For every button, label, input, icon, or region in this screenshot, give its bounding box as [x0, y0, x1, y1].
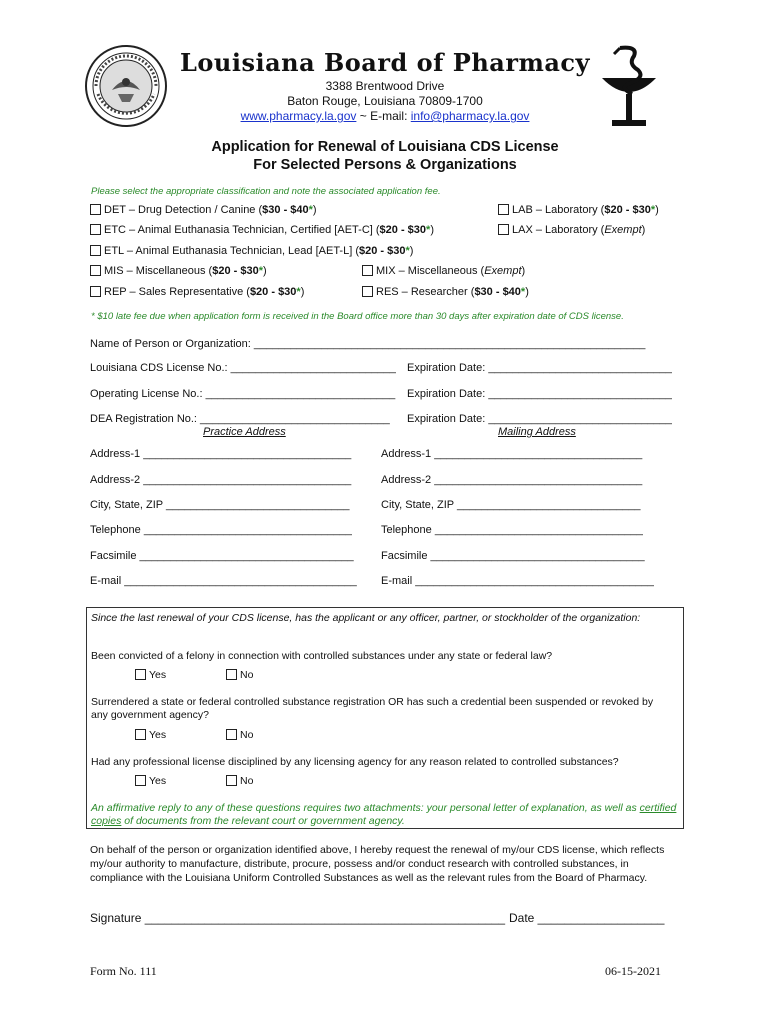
q3-yes[interactable] [135, 775, 166, 787]
q2-yes[interactable] [135, 729, 166, 741]
det-end: ) [312, 204, 317, 216]
mailing-address1-field[interactable]: Address-1 __________________________________ [381, 448, 643, 460]
question-1: Been convicted of a felony in connection with controlled substances under any state or federal law? [91, 650, 553, 662]
option-etc[interactable] [90, 224, 434, 236]
q1-no[interactable] [226, 669, 253, 681]
q3-no[interactable] [226, 775, 253, 787]
lab-end: ) [655, 204, 659, 216]
lax-exempt: Exempt [604, 224, 642, 236]
practice-address2-field[interactable]: Address-2 __________________________________ [90, 474, 352, 486]
option-res[interactable] [362, 286, 529, 298]
q2-no[interactable] [226, 729, 253, 741]
option-rep[interactable] [90, 286, 304, 298]
contact-line [0, 109, 770, 123]
operating-expiration-field[interactable]: Expiration Date: ______________________________ [407, 388, 672, 400]
org-name: Louisiana Board of Pharmacy [180, 48, 590, 77]
mix-label: MIX – Miscellaneous ( [376, 265, 485, 277]
lab-star: * [650, 204, 656, 216]
lax-checkbox[interactable] [498, 224, 509, 235]
etl-label: ETL – Animal Euthanasia Technician, Lead [AET-L] ( [104, 245, 359, 257]
date-field[interactable]: Date ___________________ [509, 911, 665, 925]
lab-fee: $20 - $30 [604, 204, 651, 216]
etc-end: ) [430, 224, 434, 236]
rep-checkbox[interactable] [90, 286, 101, 297]
det-star: * [308, 204, 313, 216]
rep-fee: $20 - $30 [249, 286, 297, 298]
rep-star: * [296, 286, 301, 298]
mailing-city-field[interactable]: City, State, ZIP ______________________________ [381, 499, 641, 511]
q2-yes-checkbox[interactable] [135, 729, 146, 740]
mix-checkbox[interactable] [362, 265, 373, 276]
email-separator: ~ E-mail: [356, 109, 411, 123]
address-line-2: Baton Rouge, Louisiana 70809-1700 [287, 94, 483, 108]
signature-field[interactable]: Signature ______________________________________________________ [90, 911, 506, 925]
mis-star: * [258, 265, 263, 277]
form-date: 06-15-2021 [605, 964, 661, 978]
etc-label: ETC – Animal Euthanasia Technician, Certified [AET-C] ( [104, 224, 380, 236]
practice-email-field[interactable]: E-mail ______________________________________ [90, 575, 357, 587]
mailing-fax-field[interactable]: Facsimile ___________________________________ [381, 550, 645, 562]
etc-checkbox[interactable] [90, 224, 101, 235]
det-fee: $30 - $40 [262, 204, 309, 216]
etc-fee: $20 - $30 [379, 224, 427, 236]
q2-no-checkbox[interactable] [226, 729, 237, 740]
option-lab[interactable] [498, 204, 659, 216]
dea-expiration-field[interactable]: Expiration Date: ______________________________ [407, 413, 672, 425]
etc-star: * [426, 224, 431, 236]
form-subtitle: For Selected Persons & Organizations [253, 157, 517, 173]
mis-end: ) [262, 265, 267, 277]
etl-checkbox[interactable] [90, 245, 101, 256]
questions-intro: Since the last renewal of your CDS license, has the applicant or any officer, partner, or stockholder of the organization: [91, 612, 641, 624]
option-mis[interactable] [90, 265, 267, 277]
dea-field[interactable]: DEA Registration No.: _______________________________ [90, 413, 390, 425]
certification-text: On behalf of the person or organization identified above, I hereby request the renewal of my/our CDS license, which reflects my/our authority to manufacture, distribute, procure, possess and/or conduct research with controlled substances, in compliance with the Louisiana Uniform Controlled Substances as well as the relevant rules from the Board of Pharmacy. [90, 844, 665, 884]
lab-label: LAB – Laboratory ( [512, 204, 605, 216]
question-3: Had any professional license disciplined by any licensing agency for any reason related to controlled substances? [91, 756, 619, 768]
practice-fax-field[interactable]: Facsimile ___________________________________ [90, 550, 354, 562]
instruction-text: Please select the appropriate classification and note the associated application fee. [91, 186, 441, 197]
late-fee-note: * $10 late fee due when application form is received in the Board office more than 30 days after expiration date of CDS license. [91, 311, 624, 322]
etl-end: ) [409, 245, 414, 257]
rep-label: REP – Sales Representative ( [104, 286, 250, 298]
etl-star: * [405, 245, 410, 257]
det-checkbox[interactable] [90, 204, 101, 215]
q1-yes-checkbox[interactable] [135, 669, 146, 680]
option-lax[interactable] [498, 224, 645, 236]
question-2: Surrendered a state or federal controlled substance registration OR has such a credential been suspended or revoked by any government agency? [91, 696, 654, 721]
practice-city-field[interactable]: City, State, ZIP ______________________________ [90, 499, 350, 511]
certified-copies-link: certified copies [91, 802, 677, 827]
q2-no-label: No [240, 729, 254, 741]
operating-license-field[interactable]: Operating License No.: _______________________________ [90, 388, 396, 400]
res-checkbox[interactable] [362, 286, 373, 297]
mailing-telephone-field[interactable]: Telephone __________________________________ [381, 524, 643, 536]
name-field[interactable]: Name of Person or Organization: ________________________________________________________________ [90, 338, 646, 350]
lax-label: LAX – Laboratory ( [512, 224, 605, 236]
note-text-1: An affirmative reply to any of these questions requires two attachments: your personal letter of explanation, as well as [91, 802, 640, 814]
res-end: ) [525, 286, 529, 298]
cds-expiration-field[interactable]: Expiration Date: ______________________________ [407, 362, 672, 374]
q1-yes[interactable] [135, 669, 166, 681]
option-mix[interactable] [362, 265, 525, 277]
mix-end: ) [521, 265, 526, 277]
address-line-1: 3388 Brentwood Drive [325, 79, 445, 93]
mis-fee: $20 - $30 [212, 265, 259, 277]
form-number: Form No. 111 [90, 964, 157, 978]
mailing-email-field[interactable]: E-mail _______________________________________ [381, 575, 654, 587]
q1-yes-label: Yes [149, 669, 167, 681]
res-star: * [520, 286, 526, 298]
practice-address1-field[interactable]: Address-1 __________________________________ [90, 448, 352, 460]
res-fee: $30 - $40 [474, 286, 521, 298]
mailing-address-heading: Mailing Address [498, 426, 576, 438]
res-label: RES – Researcher ( [376, 286, 475, 298]
q1-no-checkbox[interactable] [226, 669, 237, 680]
cds-license-field[interactable]: Louisiana CDS License No.: ___________________________ [90, 362, 396, 374]
etl-fee: $20 - $30 [358, 245, 406, 257]
q3-yes-label: Yes [149, 775, 167, 787]
practice-telephone-field[interactable]: Telephone __________________________________ [90, 524, 352, 536]
website-link[interactable]: www.pharmacy.la.gov [240, 109, 357, 123]
option-det[interactable] [90, 204, 317, 216]
lab-checkbox[interactable] [498, 204, 509, 215]
mis-checkbox[interactable] [90, 265, 101, 276]
practice-address-heading: Practice Address [203, 426, 286, 438]
q3-no-label: No [240, 775, 254, 787]
email-link[interactable]: info@pharmacy.la.gov [410, 109, 530, 123]
mis-label: MIS – Miscellaneous ( [104, 265, 213, 277]
rep-end: ) [300, 286, 305, 298]
note-text-2: of documents from the relevant court or government agency. [121, 815, 405, 827]
q3-yes-checkbox[interactable] [135, 775, 146, 786]
option-etl[interactable] [90, 245, 413, 257]
q2-yes-label: Yes [149, 729, 167, 741]
mix-exempt: Exempt [484, 265, 522, 277]
q3-no-checkbox[interactable] [226, 775, 237, 786]
affirmative-note [91, 802, 683, 828]
det-label: DET – Drug Detection / Canine ( [104, 204, 263, 216]
lax-end: ) [641, 224, 646, 236]
q1-no-label: No [240, 669, 254, 681]
mailing-address2-field[interactable]: Address-2 __________________________________ [381, 474, 643, 486]
form-title: Application for Renewal of Louisiana CDS License [211, 139, 559, 155]
